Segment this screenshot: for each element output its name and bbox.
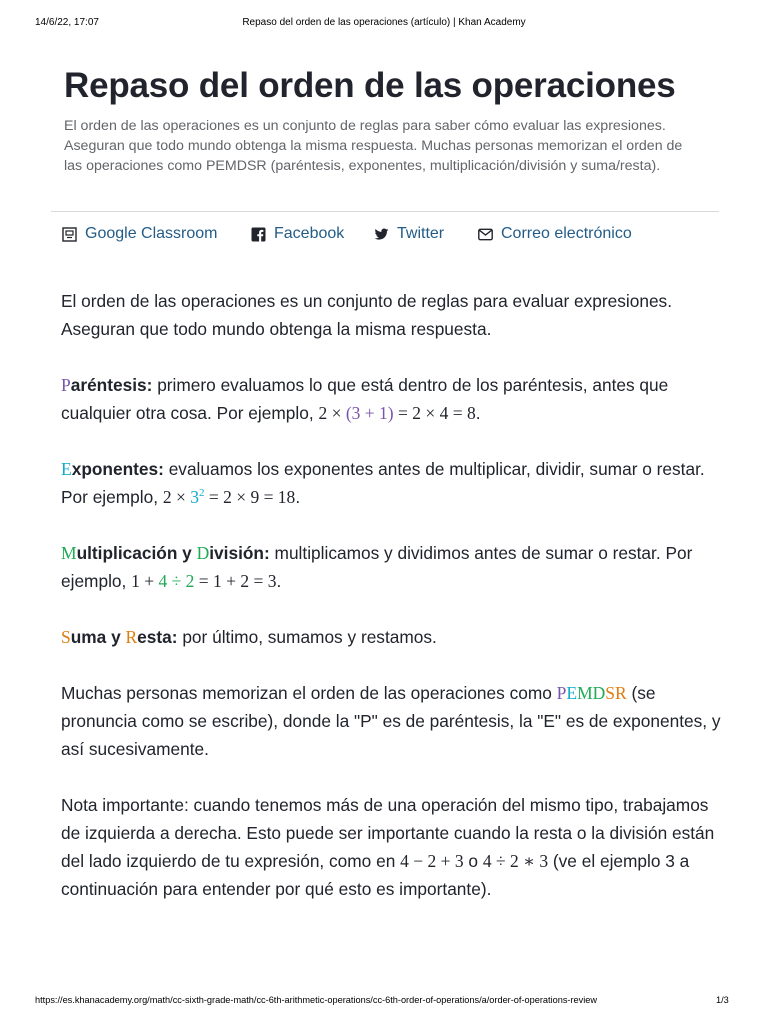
multdiv-end: . <box>276 571 282 591</box>
letter-e: E <box>61 459 72 479</box>
exponentes-math <box>163 487 295 507</box>
multdiv-math-part1: 1 + <box>131 571 159 591</box>
suma-resta-paragraph <box>61 623 721 651</box>
nota-math-2: 4 ÷ 2 ∗ 3 <box>482 851 549 871</box>
resta-label: esta: <box>137 627 178 647</box>
exponentes-math-exponent: 2 <box>198 487 205 499</box>
parentesis-text: primero evaluamos lo que está dentro de los paréntesis, antes que cualquier otra cosa. Por ejemplo, <box>61 375 669 423</box>
nota-mid: o <box>463 851 483 871</box>
article-title: Repaso del orden de las operaciones <box>64 66 676 105</box>
email-icon <box>478 227 493 242</box>
parentesis-math-part3: = 2 × 4 = 8 <box>393 403 476 423</box>
share-email-label: Correo electrónico <box>501 225 632 242</box>
suma-label: uma y <box>70 627 126 647</box>
nota-text2: (ve el ejemplo 3 a continuación para entender por qué esto es importante). <box>61 851 690 899</box>
share-facebook-label: Facebook <box>274 225 345 242</box>
multdiv-text: multiplicamos y dividimos antes de sumar o restar. Por ejemplo, <box>61 543 693 591</box>
multdiv-math-highlight: 4 ÷ 2 <box>158 571 195 591</box>
print-header <box>0 17 768 31</box>
parentesis-math-part1: 2 × <box>318 403 346 423</box>
letter-p: P <box>61 375 71 395</box>
print-page-title: Repaso del orden de las operaciones (artículo) | Khan Academy <box>242 17 526 28</box>
google-classroom-icon <box>62 227 77 242</box>
pemdsr-e: E <box>566 683 578 703</box>
nota-text1: Nota importante: cuando tenemos más de una operación del mismo tipo, trabajamos de izquierda a derecha. Esto puede ser importante cuando la resta o la división están del lado izquierdo de tu expresión, como en <box>61 795 715 871</box>
exponentes-label: xponentes: <box>71 459 164 479</box>
share-google-classroom-label: Google Classroom <box>85 225 218 242</box>
letter-s: S <box>61 627 71 647</box>
letter-m: M <box>61 543 77 563</box>
pemdsr-paragraph <box>61 679 721 763</box>
share-twitter-label: Twitter <box>397 225 445 242</box>
print-url: https://es.khanacademy.org/math/cc-sixth-grade-math/cc-6th-arithmetic-operations/cc-6th-order-of-operations/a/order-of-operations-review <box>35 995 598 1005</box>
intro-paragraph: El orden de las operaciones es un conjunto de reglas para evaluar expresiones. Aseguran que todo mundo obtenga la misma respuesta. <box>61 291 672 339</box>
parentesis-label: aréntesis: <box>70 375 153 395</box>
nota-math-1: 4 − 2 + 3 <box>400 851 464 871</box>
letter-d: D <box>196 543 210 563</box>
pemdsr-text2: (se pronuncia como se escribe), donde la "P" es de paréntesis, la "E" es de exponentes, y así sucesivamente. <box>61 683 721 759</box>
print-page-number: 1/3 <box>716 995 729 1005</box>
exponentes-paragraph <box>61 455 721 511</box>
facebook-icon <box>251 227 266 242</box>
exponentes-math-part3: = 2 × 9 = 18 <box>204 487 296 507</box>
parentesis-math <box>318 403 475 423</box>
parentesis-paragraph <box>61 371 721 427</box>
pemdsr-text1: Muchas personas memorizan el orden de las operaciones como <box>61 683 557 703</box>
exponentes-math-part1: 2 × <box>162 487 191 507</box>
article-subtitle: El orden de las operaciones es un conjunto de reglas para saber cómo evaluar las expresiones. Aseguran que todo mundo obtenga la misma respuesta. Muchas personas memorizan el orden de las operaciones como PEMDSR (paréntesis, exponentes, multiplicación/división y suma/resta). <box>64 118 683 174</box>
multiplicacion-division-paragraph <box>61 539 721 595</box>
division-label: ivisión: <box>209 543 270 563</box>
parentesis-end: . <box>475 403 481 423</box>
multiplicacion-label: ultiplicación y <box>76 543 197 563</box>
twitter-icon <box>374 227 389 242</box>
print-date: 14/6/22, 17:07 <box>35 17 99 28</box>
exponentes-math-base: 3 <box>190 487 199 507</box>
sumaresta-text: por último, sumamos y restamos. <box>177 627 437 647</box>
divider <box>51 211 719 212</box>
parentesis-math-highlight: (3 + 1) <box>345 403 394 423</box>
pemdsr-p: P <box>556 683 567 703</box>
exponentes-text: evaluamos los exponentes antes de multiplicar, dividir, sumar o restar. Por ejemplo, <box>61 459 705 507</box>
nota-paragraph <box>61 791 721 903</box>
multdiv-math-part3: = 1 + 2 = 3 <box>194 571 277 591</box>
letter-r: R <box>125 627 138 647</box>
exponentes-end: . <box>295 487 301 507</box>
print-footer <box>0 995 768 1009</box>
pemdsr-sr: SR <box>605 683 627 703</box>
multdiv-math <box>131 571 276 591</box>
pemdsr-md: MD <box>577 683 606 703</box>
